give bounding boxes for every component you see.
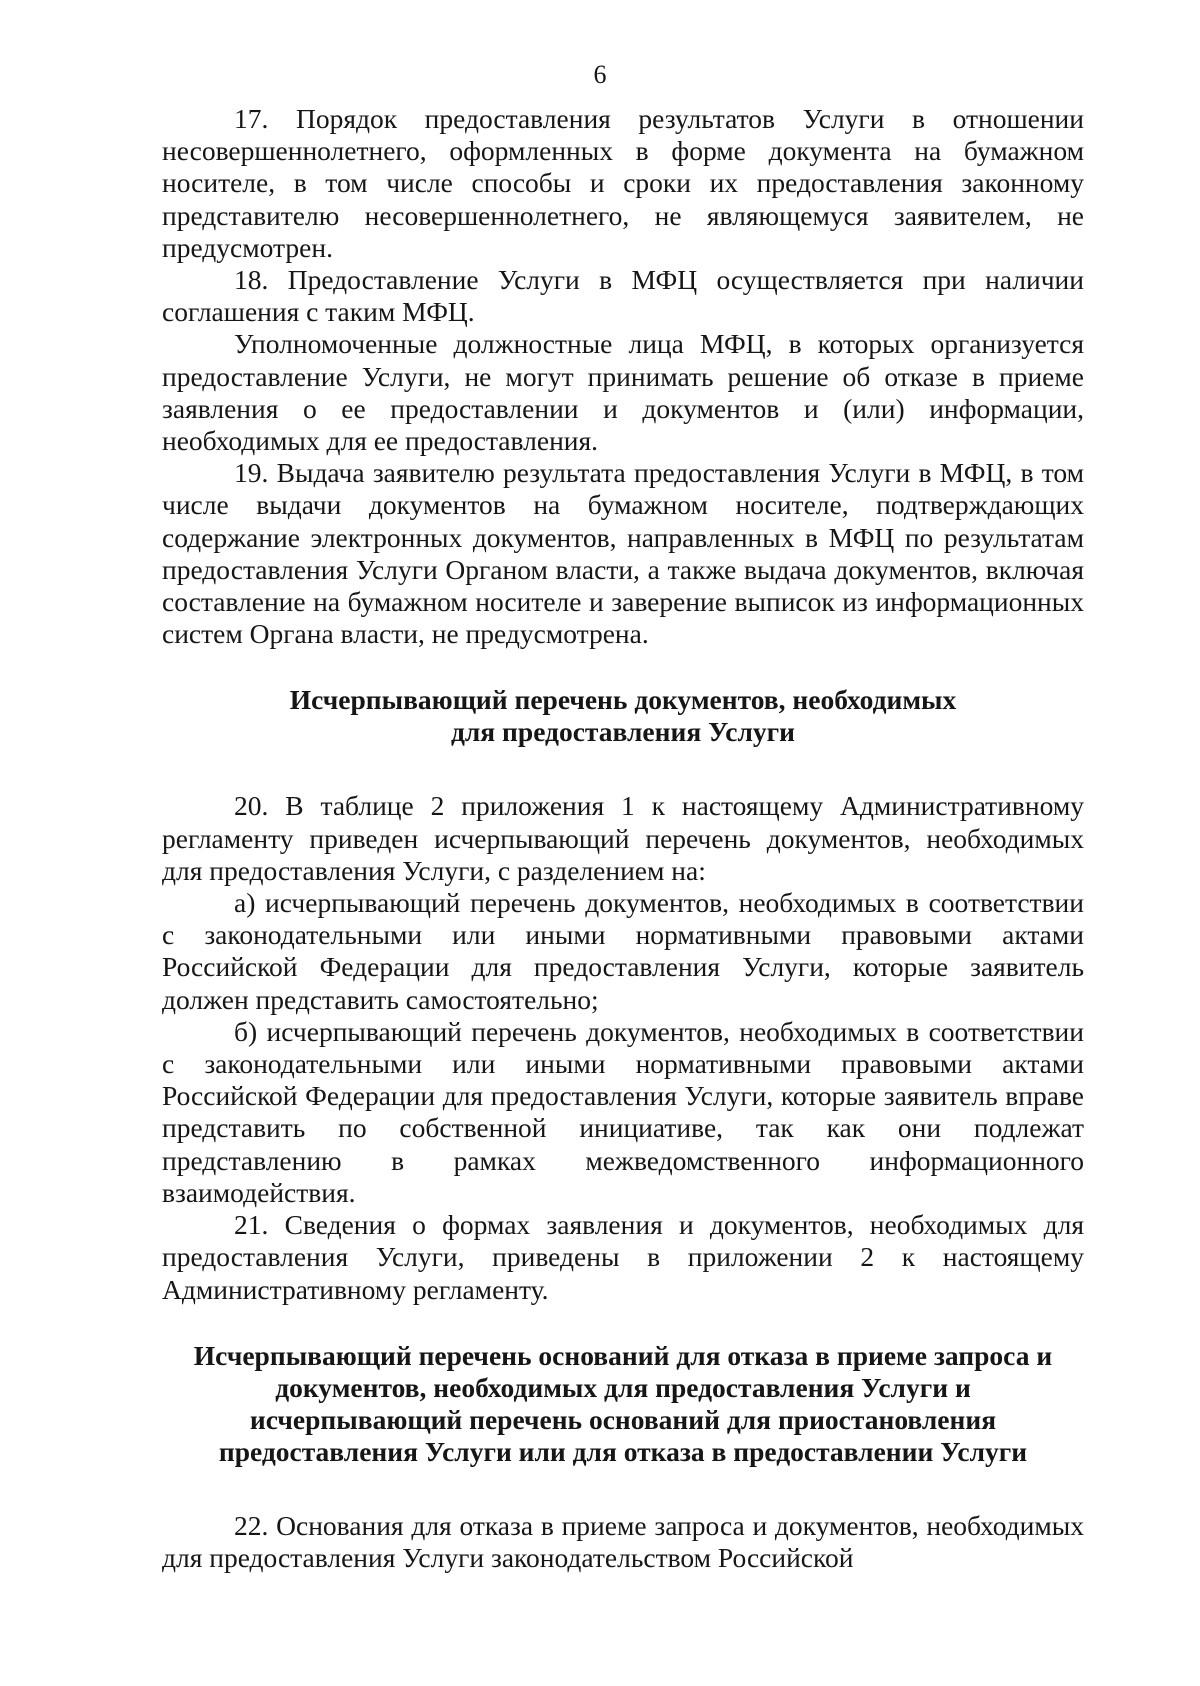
- page-number: 6: [593, 60, 607, 89]
- section-heading-line: для предоставления Услуги: [450, 716, 796, 748]
- section-heading-line: Исчерпывающий перечень документов, необходимых: [289, 684, 957, 716]
- spacer: [162, 1306, 1084, 1340]
- spacer: [162, 650, 1084, 684]
- paragraph-20: 20. В таблице 2 приложения 1 к настоящему Административному регламенту приведен исчерпывающий перечень документов, необходимых для предоставления Услуги, с разделением на:: [162, 790, 1084, 886]
- paragraph-21: 21. Сведения о формах заявления и документов, необходимых для предоставления Услуги, приведены в приложении 2 к настоящему Административному регламенту.: [162, 1209, 1084, 1305]
- document-body: [162, 103, 1084, 1574]
- paragraph-17: 17. Порядок предоставления результатов Услуги в отношении несовершеннолетнего, оформленных в форме документа на бумажном носителе, в том числе способы и сроки их предоставления законному представителю несовершеннолетнего, не являющемуся заявителем, не предусмотрен.: [162, 103, 1084, 263]
- section-heading-line: предоставления Услуги или для отказа в предоставлении Услуги: [218, 1435, 1028, 1467]
- spacer: [162, 1468, 1084, 1510]
- paragraph-20-a: а) исчерпывающий перечень документов, необходимых в соответствии с законодательными или иными нормативными правовыми актами Российской Федерации для предоставления Услуги, которые заявитель должен представить самостоятельно;: [162, 887, 1084, 1015]
- section-heading-documents: [162, 684, 1084, 748]
- spacer: [162, 748, 1084, 790]
- paragraph-20-b: б) исчерпывающий перечень документов, необходимых в соответствии с законодательными или иными нормативными правовыми актами Российской Федерации для предоставления Услуги, которые заявитель вправе представить по собственной инициативе, так как они подлежат представлению в рамках межведомственного информационного взаимодействия.: [162, 1015, 1084, 1208]
- paragraph-19: 19. Выдача заявителю результата предоставления Услуги в МФЦ, в том числе выдачи документов на бумажном носителе, подтверждающих содержание электронных документов, направленных в МФЦ по результатам предоставления Услуги Органом власти, а также выдача документов, включая составление на бумажном носителе и заверение выписок из информационных систем Органа власти, не предусмотрена.: [162, 457, 1084, 650]
- paragraph-18: 18. Предоставление Услуги в МФЦ осуществляется при наличии соглашения с таким МФЦ.: [162, 264, 1084, 328]
- section-heading-refusal-grounds: [162, 1340, 1084, 1468]
- section-heading-line: Исчерпывающий перечень оснований для отказа в приеме запроса и: [193, 1339, 1053, 1371]
- paragraph-18-mfc-officials: Уполномоченные должностные лица МФЦ, в которых организуется предоставление Услуги, не могут принимать решение об отказе в приеме заявления о ее предоставлении и документов и (или) информации, необходимых для ее предоставления.: [162, 328, 1084, 457]
- section-heading-line: исчерпывающий перечень оснований для приостановления: [249, 1403, 997, 1435]
- section-heading-line: документов, необходимых для предоставления Услуги и: [275, 1371, 971, 1403]
- paragraph-22: 22. Основания для отказа в приеме запроса и документов, необходимых для предоставления Услуги законодательством Российской: [162, 1509, 1084, 1573]
